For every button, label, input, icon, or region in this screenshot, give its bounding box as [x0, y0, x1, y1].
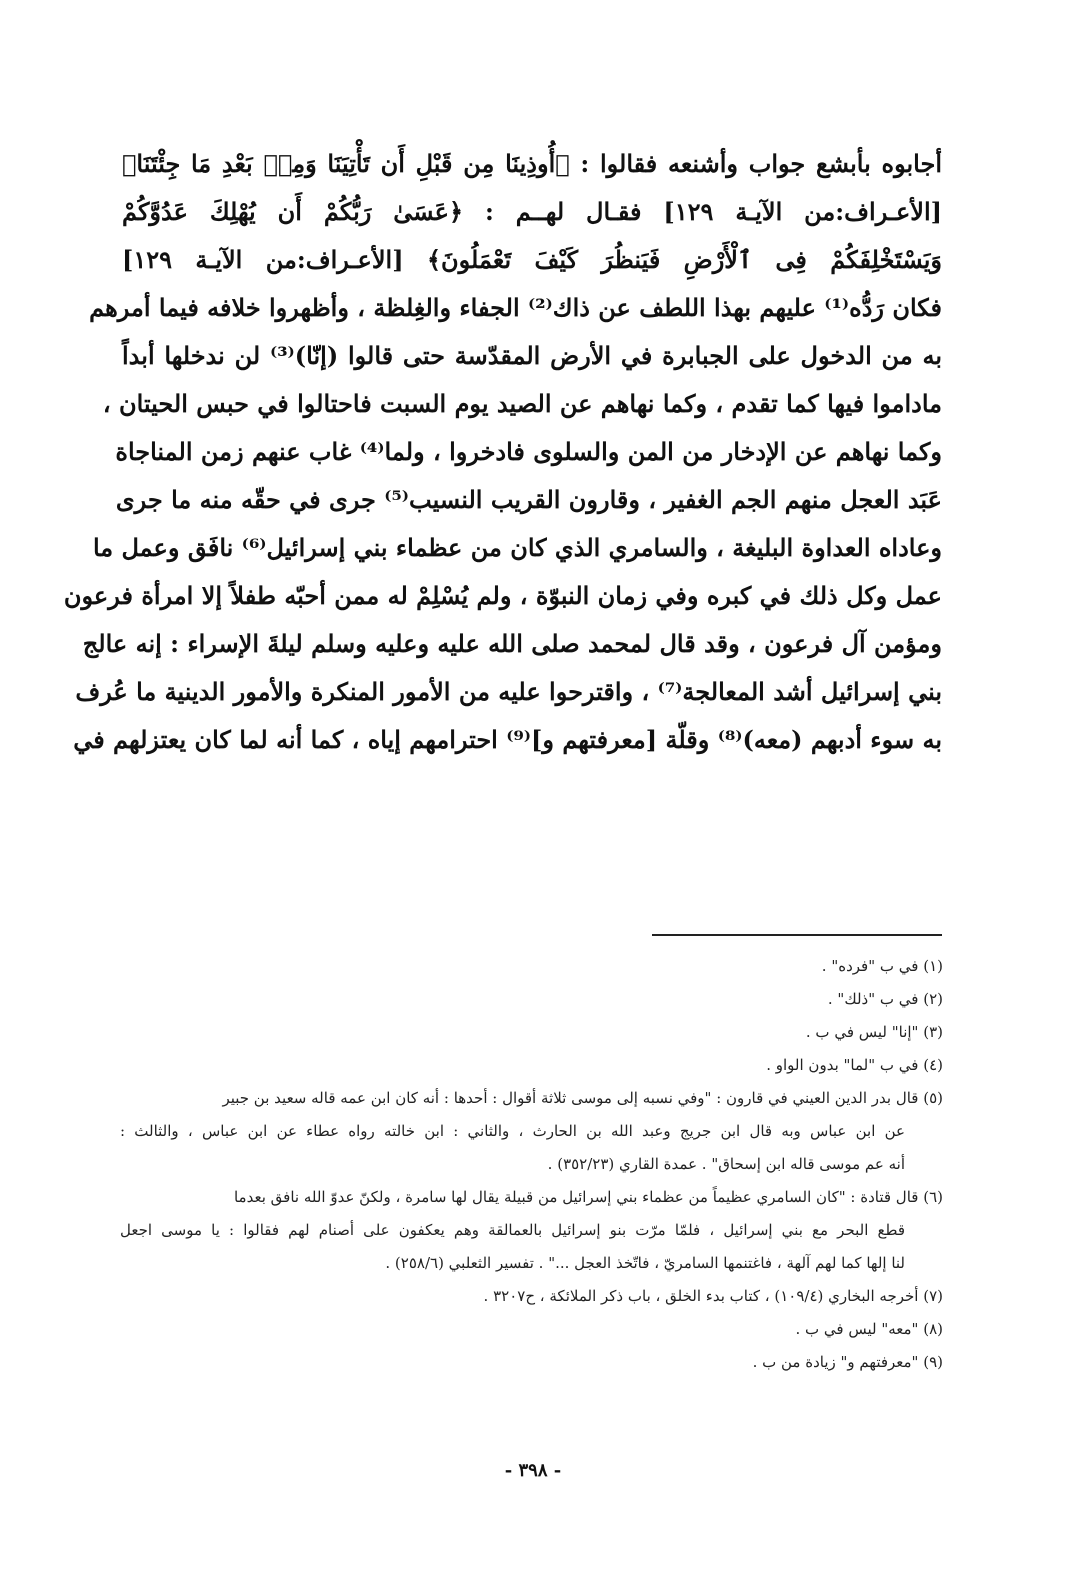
text-line: بني إسرائيل أشد المعالجة⁽⁷⁾ ، واقترحوا عليه من الأمور المنكرة والأمور الدينية ما عُرف	[75, 677, 942, 706]
footnote-line: (٢) في ب "ذلك" .	[827, 990, 943, 1008]
footnote-line: لنا إلها كما لهم آلهة ، فاغتنمها السامريّ ، فاتّخذ العجل ..." . تفسير الثعلبي (٢٥٨/٦) .	[385, 1254, 905, 1272]
text-line: عَبَد العجل منهم الجم الغفير ، وقارون القريب النسيب⁽⁵⁾ جرى في حقّه منه ما جرى	[115, 485, 942, 514]
footnote-line: عن ابن عباس وبه قال ابن جريج وعبد الله بن الحارث ، والثاني : ابن خالته رواه عطاء عن ابن عباس ، والثالث :	[120, 1122, 905, 1140]
footnote	[120, 1280, 943, 1313]
text-line: [الأعـراف:من الآيـة ١٢٩] فقـال لهــم : ﴿عَسَىٰ رَبُّكُمْ أَن يُهْلِكَ عَدُوَّكُمْ	[122, 197, 942, 226]
footnote-line: (٨) "معه" ليس في ب .	[795, 1320, 943, 1338]
text-line: ومؤمن آل فرعون ، وقد قال لمحمد صلى الله عليه وعليه وسلم ليلةَ الإسراء : إنه عالج	[82, 629, 942, 658]
footnote	[120, 1016, 943, 1049]
footnote	[120, 950, 943, 983]
footnote-line: (٣) "إنا" ليس في ب .	[805, 1023, 943, 1041]
footnote	[120, 1313, 943, 1346]
footnote-line: أنه عم موسى قاله ابن إسحاق" . عمدة القاري (٣٥٢/٢٣) .	[547, 1155, 905, 1173]
footnote-line: (٤) في ب "لما" بدون الواو .	[766, 1056, 943, 1074]
footnote-line: قطع البحر مع بني إسرائيل ، فلمّا مرّت بنو إسرائيل بالعمالقة وهم يعكفون على أصنام لهم فقالوا : يا موسى اجعل	[120, 1221, 905, 1239]
footnote-separator	[652, 934, 942, 936]
footnotes	[120, 950, 943, 1379]
text-line: به من الدخول على الجبابرة في الأرض المقدّسة حتى قالوا (إنّا)⁽³⁾ لن ندخلها أبداً	[122, 341, 943, 370]
footnote	[120, 983, 943, 1016]
text-line: عمل وكل ذلك في كبره وفي زمان النبوّة ، ولم يُسْلِمْ له ممن أحبّه طفلاً إلا امرأة فرعون	[63, 581, 942, 610]
text-line: فكان رَدُّه⁽¹⁾ عليهم بهذا اللطف عن ذاك⁽²⁾ الجفاء والغِلظة ، وأظهروا خلافه فيما أمرهم	[89, 293, 942, 322]
footnote	[120, 1346, 943, 1379]
footnote	[120, 1049, 943, 1082]
footnote	[120, 1181, 943, 1280]
text-line: ماداموا فيها كما تقدم ، وكما نهاهم عن الصيد يوم السبت فاحتالوا في حبس الحيتان ،	[102, 389, 942, 418]
footnote-line: (٦) قال قتادة : "كان السامري عظيماً من عظماء بني إسرائيل من قبيلة يقال لها سامرة ، ولكنّ عدوّ الله نافق بعدما	[233, 1188, 943, 1206]
text-line: وَيَسْتَخْلِفَكُمْ فِى ٱلْأَرْضِ فَيَنظُرَ كَيْفَ تَعْمَلُونَ﴾ [الأعـراف:من الآيـة ١٢٩]	[122, 245, 942, 274]
text-line: به سوء أدبهم (معه)⁽⁸⁾ وقلّة [معرفتهم و]⁽⁹⁾ احترامهم إياه ، كما أنه لما كان يعتزلهم في	[73, 725, 942, 754]
footnote-line: (٩) "معرفتهم و" زيادة من ب .	[752, 1353, 943, 1371]
page-number: - ٣٩٨ -	[504, 1460, 562, 1481]
footnote-line: (٥) قال بدر الدين العيني في قارون : "وفي نسبه إلى موسى ثلاثة أقوال : أحدها : أنه كان ابن عمه قاله سعيد بن جبير	[222, 1089, 943, 1107]
text-line: وعاداه العداوة البليغة ، والسامري الذي كان من عظماء بني إسرائيل⁽⁶⁾ نافَق وعمل ما	[92, 533, 942, 562]
footnote-line: (٧) أخرجه البخاري (١٠٩/٤) ، كتاب بدء الخلق ، باب ذكر الملائكة ، ح٣٢٠٧ .	[483, 1287, 943, 1305]
main-text	[63, 140, 943, 764]
text-line: أجابوه بأبشع جواب وأشنعه فقالوا : ﴿أُوذِينَا مِن قَبْلِ أَن تَأْتِيَنَا وَمِنۢ بَعْدِ مَا جِئْتَنَا﴾	[122, 149, 942, 178]
footnote-line: (١) في ب "فرده" .	[821, 957, 943, 975]
footnote	[120, 1082, 943, 1181]
text-line: وكما نهاهم عن الإدخار من المن والسلوى فادخروا ، ولما⁽⁴⁾ غاب عنهم زمن المناجاة	[115, 437, 942, 466]
